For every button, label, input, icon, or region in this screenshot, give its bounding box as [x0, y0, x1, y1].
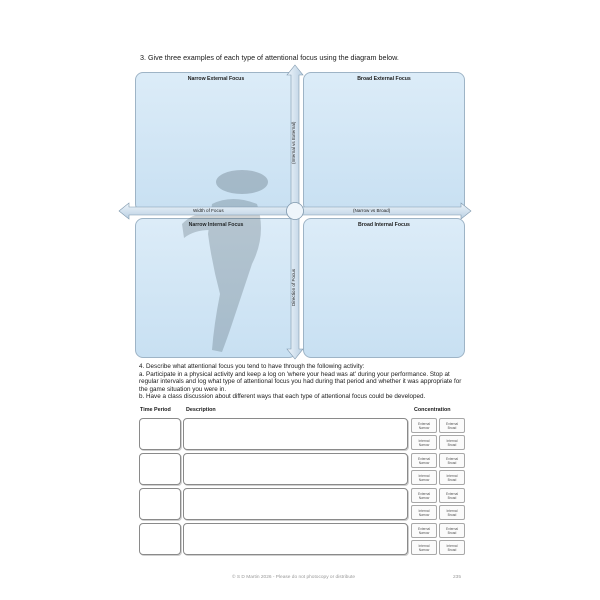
- option-label: External: [445, 526, 459, 531]
- quadrant-broad-internal[interactable]: [303, 218, 465, 358]
- concentration-options: [411, 418, 465, 452]
- question-4: [139, 363, 469, 401]
- option-external-narrow[interactable]: [411, 523, 437, 538]
- option-label: Internal: [418, 543, 430, 548]
- option-label: Broad: [447, 547, 457, 552]
- header-description: Description: [186, 407, 216, 413]
- option-label: Internal: [418, 508, 430, 513]
- question-4-part-b: b. Have a class discussion about different ways that each type of attentional focus could be developed.: [139, 393, 426, 401]
- option-label: Narrow: [418, 442, 430, 447]
- option-label: Internal: [446, 473, 458, 478]
- center-circle: [285, 201, 305, 221]
- option-external-broad[interactable]: [439, 453, 465, 468]
- option-internal-narrow[interactable]: [411, 540, 437, 555]
- description-input[interactable]: [183, 488, 408, 520]
- time-period-input[interactable]: [139, 523, 181, 555]
- description-input[interactable]: [183, 418, 408, 450]
- option-label: Narrow: [418, 530, 430, 535]
- option-label: Internal: [446, 438, 458, 443]
- quadrant-narrow-external[interactable]: [135, 72, 297, 212]
- option-external-narrow[interactable]: [411, 488, 437, 503]
- concentration-options: [411, 488, 465, 522]
- option-external-broad[interactable]: [439, 418, 465, 433]
- option-label: Broad: [447, 530, 457, 535]
- quadrant-broad-external[interactable]: [303, 72, 465, 212]
- option-internal-narrow[interactable]: [411, 435, 437, 450]
- axis-label-narrow-broad: (Narrow vs Broad): [353, 208, 391, 213]
- option-label: Internal: [418, 473, 430, 478]
- time-period-input[interactable]: [139, 418, 181, 450]
- option-label: Broad: [447, 512, 457, 517]
- option-label: Narrow: [418, 495, 430, 500]
- option-internal-broad[interactable]: [439, 505, 465, 520]
- option-label: Internal: [446, 508, 458, 513]
- option-internal-narrow[interactable]: [411, 505, 437, 520]
- option-label: External: [445, 456, 459, 461]
- option-label: Broad: [447, 460, 457, 465]
- option-label: Internal: [418, 438, 430, 443]
- axis-label-internal-external: (Internal vs External): [291, 121, 296, 164]
- page-number: 235: [453, 575, 462, 580]
- option-internal-broad[interactable]: [439, 435, 465, 450]
- option-label: Narrow: [418, 512, 430, 517]
- concentration-options: [411, 523, 465, 557]
- option-label: Narrow: [418, 547, 430, 552]
- quadrant-title: Narrow External Focus: [187, 76, 245, 82]
- description-input[interactable]: [183, 453, 408, 485]
- option-external-narrow[interactable]: [411, 418, 437, 433]
- time-period-input[interactable]: [139, 488, 181, 520]
- option-label: Broad: [447, 477, 457, 482]
- option-label: Internal: [446, 543, 458, 548]
- header-time-period: Time Period: [140, 407, 171, 413]
- concentration-options: [411, 453, 465, 487]
- option-label: External: [417, 526, 431, 531]
- option-external-narrow[interactable]: [411, 453, 437, 468]
- quadrant-narrow-internal[interactable]: [135, 218, 297, 358]
- option-external-broad[interactable]: [439, 523, 465, 538]
- footer-copyright: © S D Martin 2026 - Please do not photocopy or distribute: [232, 575, 355, 580]
- axis-label-direction: Direction of Focus: [291, 268, 296, 306]
- option-label: Narrow: [418, 425, 430, 430]
- quadrant-title: Narrow Internal Focus: [188, 222, 244, 228]
- question-4-intro: 4. Describe what attentional focus you tend to have through the following activity:: [139, 363, 365, 370]
- option-label: Narrow: [418, 477, 430, 482]
- option-external-broad[interactable]: [439, 488, 465, 503]
- option-internal-broad[interactable]: [439, 470, 465, 485]
- option-internal-broad[interactable]: [439, 540, 465, 555]
- description-input[interactable]: [183, 523, 408, 555]
- option-label: External: [417, 491, 431, 496]
- question-4-part-a: a. Participate in a physical activity and keep a log on 'where your head was at' during your performance. Stop at regular intervals and log what type of attentional focus you had during that period and whether it was appropriate for the game situation you were in.: [139, 370, 462, 393]
- quadrant-title: Broad External Focus: [357, 76, 411, 82]
- option-label: Broad: [447, 442, 457, 447]
- quadrant-title: Broad Internal Focus: [358, 222, 410, 228]
- option-internal-narrow[interactable]: [411, 470, 437, 485]
- option-label: External: [445, 491, 459, 496]
- question-3-text: 3. Give three examples of each type of attentional focus using the diagram below.: [140, 53, 399, 62]
- time-period-input[interactable]: [139, 453, 181, 485]
- option-label: External: [417, 456, 431, 461]
- option-label: Broad: [447, 495, 457, 500]
- option-label: External: [417, 421, 431, 426]
- option-label: Broad: [447, 425, 457, 430]
- option-label: Narrow: [418, 460, 430, 465]
- option-label: External: [445, 421, 459, 426]
- axis-label-width: Width of Focus: [193, 208, 224, 213]
- header-concentration: Concentration: [414, 407, 451, 413]
- attentional-focus-diagram: [117, 64, 473, 360]
